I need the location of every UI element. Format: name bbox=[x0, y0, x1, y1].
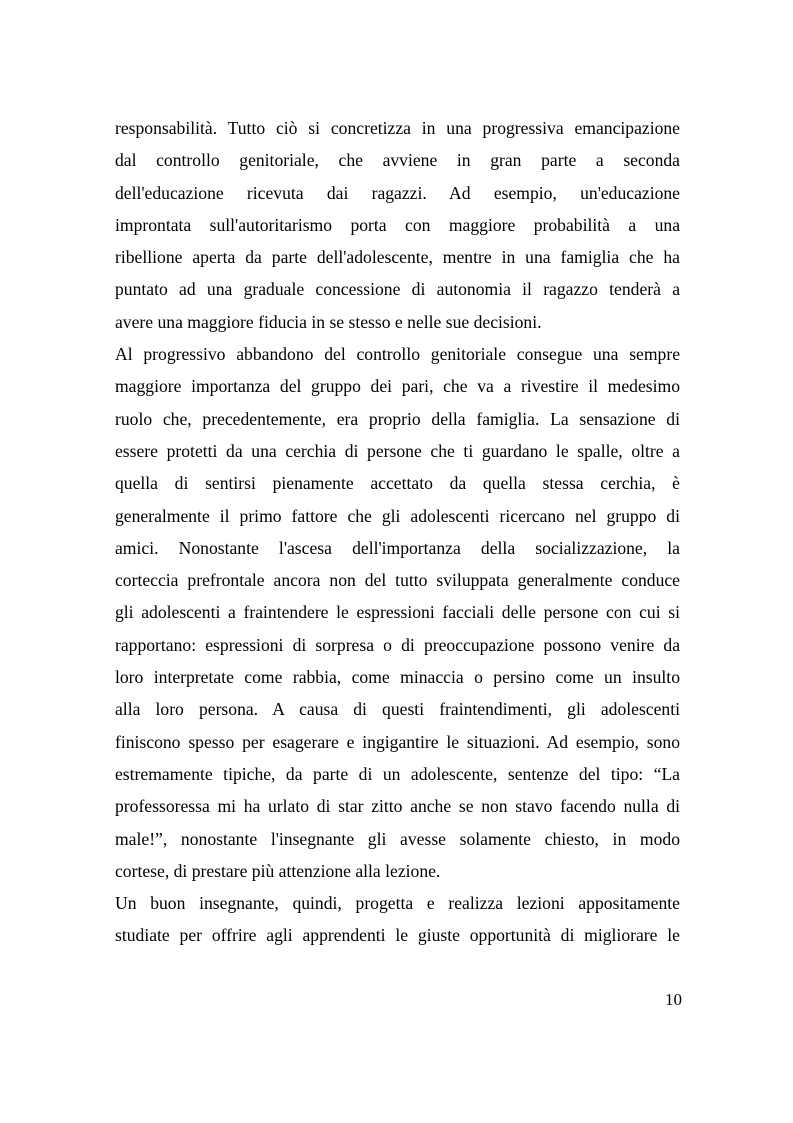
text-line: puntato ad una graduale concessione di autonomia il ragazzo tenderà a bbox=[115, 279, 680, 300]
text-line: studiate per offrire agli apprendenti le giuste opportunità di migliorare le bbox=[115, 925, 680, 946]
text-line: maggiore importanza del gruppo dei pari, che va a rivestire il medesimo bbox=[115, 376, 680, 397]
text-line: generalmente il primo fattore che gli adolescenti ricercano nel gruppo di bbox=[115, 505, 680, 526]
text-line: male!”, nonostante l'insegnante gli avesse solamente chiesto, in modo bbox=[115, 828, 680, 849]
text-line: avere una maggiore fiducia in se stesso e nelle sue decisioni. bbox=[115, 311, 542, 332]
text-line: quella di sentirsi pienamente accettato da quella stessa cerchia, è bbox=[115, 473, 680, 494]
text-line: alla loro persona. A causa di questi fraintendimenti, gli adolescenti bbox=[115, 699, 680, 720]
body-text bbox=[115, 112, 680, 952]
text-line: essere protetti da una cerchia di persone che ti guardano le spalle, oltre a bbox=[115, 440, 680, 461]
text-line: cortese, di prestare più attenzione alla lezione. bbox=[115, 860, 441, 881]
text-line: Un buon insegnante, quindi, progetta e realizza lezioni appositamente bbox=[115, 893, 680, 914]
page-number: 10 bbox=[665, 990, 682, 1009]
text-line: responsabilità. Tutto ciò si concretizza in una progressiva emancipazione bbox=[115, 118, 680, 138]
text-line: Al progressivo abbandono del controllo genitoriale consegue una sempre bbox=[115, 344, 680, 365]
text-line: rapportano: espressioni di sorpresa o di preoccupazione possono venire da bbox=[115, 634, 680, 655]
text-line: gli adolescenti a fraintendere le espressioni facciali delle persone con cui si bbox=[115, 602, 680, 623]
text-line: professoressa mi ha urlato di star zitto anche se non stavo facendo nulla di bbox=[115, 796, 680, 817]
text-line: finiscono spesso per esagerare e ingigantire le situazioni. Ad esempio, sono bbox=[115, 731, 680, 752]
text-line: dal controllo genitoriale, che avviene in gran parte a seconda bbox=[115, 150, 680, 171]
text-line: corteccia prefrontale ancora non del tutto sviluppata generalmente conduce bbox=[115, 570, 680, 591]
text-line: dell'educazione ricevuta dai ragazzi. Ad esempio, un'educazione bbox=[115, 182, 680, 203]
text-line: estremamente tipiche, da parte di un adolescente, sentenze del tipo: “La bbox=[115, 763, 680, 784]
text-line: loro interpretate come rabbia, come minaccia o persino come un insulto bbox=[115, 667, 680, 688]
text-line: ruolo che, precedentemente, era proprio della famiglia. La sensazione di bbox=[115, 408, 680, 429]
text-line: ribellione aperta da parte dell'adolescente, mentre in una famiglia che ha bbox=[115, 247, 680, 268]
text-line: amici. Nonostante l'ascesa dell'importanza della socializzazione, la bbox=[115, 537, 680, 558]
text-line: improntata sull'autoritarismo porta con maggiore probabilità a una bbox=[115, 214, 680, 235]
